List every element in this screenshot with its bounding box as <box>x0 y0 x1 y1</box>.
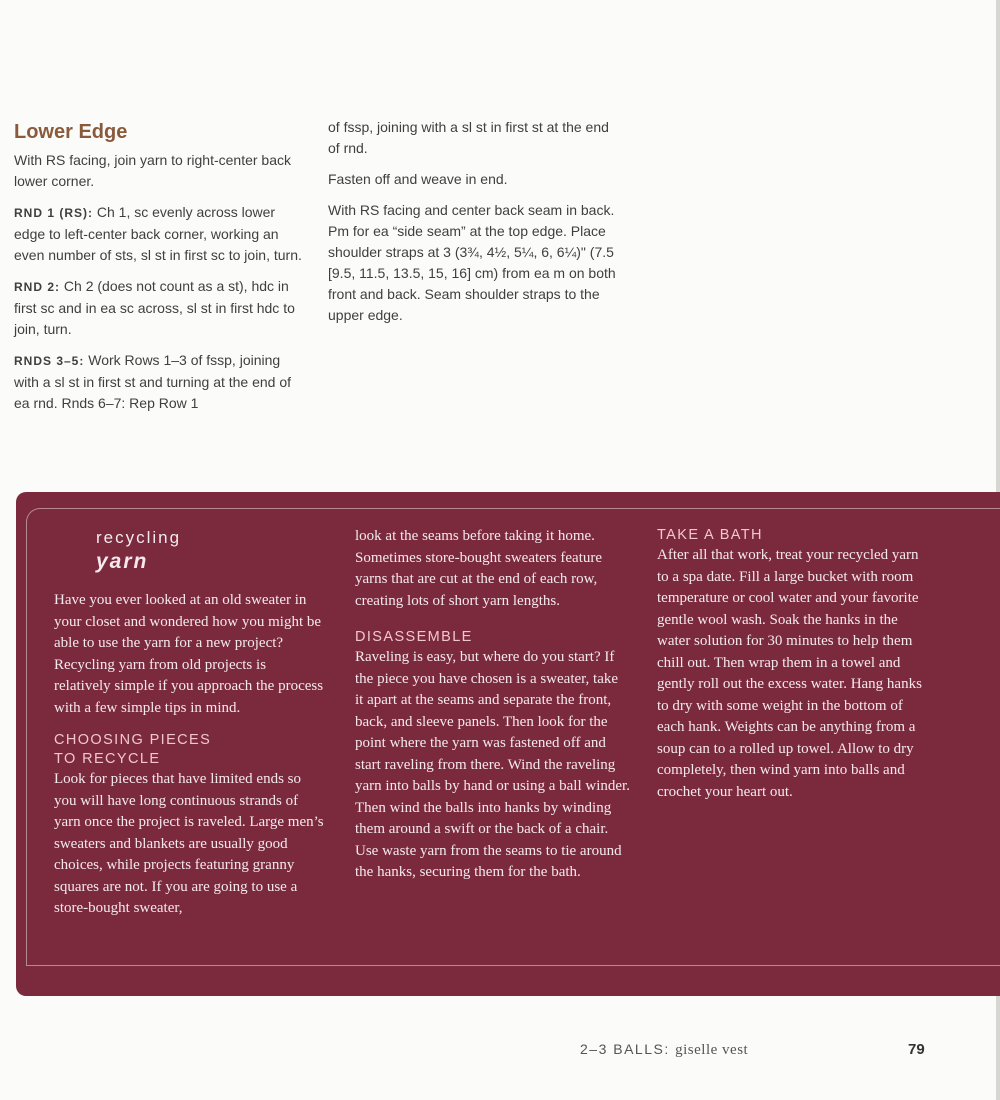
pattern-column-left <box>14 118 304 424</box>
sidebar-title <box>96 526 324 574</box>
middle-paragraph-1: of fssp, joining with a sl st in first st at the end of rnd. <box>328 119 609 156</box>
round-2-instruction <box>14 276 304 340</box>
disassemble-heading: DISASSEMBLE <box>355 629 473 645</box>
pattern-column-middle <box>328 117 618 336</box>
round-2-text: Ch 2 (does not count as a st), hdc in first sc and in ea sc across, sl st in first hdc to join, turn. <box>14 278 295 337</box>
middle-paragraph-2: Fasten off and weave in end. <box>328 171 508 187</box>
choosing-heading-line-1: CHOOSING PIECES <box>54 732 212 748</box>
footer-pattern-name: giselle vest <box>675 1042 749 1058</box>
sidebar-col2-continuation: look at the seams before taking it home. Sometimes store-bought sweaters feature yarns that are cut at the end of each row, creating lots of short yarn lengths. <box>355 528 603 609</box>
sidebar-title-line-1: recycling <box>96 528 182 547</box>
rounds-3-5-instruction <box>14 350 304 414</box>
round-1-instruction <box>14 202 304 266</box>
page-number: 79 <box>908 1041 925 1058</box>
sidebar-column-1 <box>54 526 324 920</box>
sidebar-intro: Have you ever looked at an old sweater in your closet and wondered how you might be able to use the yarn for a new project? Recycling yarn from old projects is relatively simple if you approach the process with a few simple tips in mind. <box>54 592 324 716</box>
middle-paragraph-3: With RS facing and center back seam in back. Pm for ea “side seam” at the top edge. Place shoulder straps at 3 (3¾, 4½, 5¼, 6, 6¼)" (7.5 [9.5, 11.5, 13.5, 15, 16] cm) from ea m on both front and back. Seam shoulder straps to the upper edge. <box>328 202 616 323</box>
lower-edge-intro: With RS facing, join yarn to right-center back lower corner. <box>14 152 292 189</box>
choosing-text: Look for pieces that have limited ends so you will have long continuous strands of yarn once the project is raveled. Large men’s sweaters and blankets are usually good choices, while projects featuring granny squares are not. If you are going to use a store-bought sweater, <box>54 771 324 916</box>
footer-section: 2–3 BALLS: <box>580 1041 670 1057</box>
sidebar-title-line-2: yarn <box>96 550 149 573</box>
bath-heading: TAKE A BATH <box>657 527 763 543</box>
rounds-3-5-label: RNDS 3–5: <box>14 354 85 368</box>
running-footer <box>580 1041 748 1061</box>
round-1-label: RND 1 (RS): <box>14 206 93 220</box>
disassemble-text: Raveling is easy, but where do you start? If the piece you have chosen is a sweater, take it apart at the seams and separate the front, back, and sleeve panels. Then look for the point where the yarn was fastened off and start raveling from there. Wind the raveling yarn into balls by hand or using a ball winder. Then wind the balls into hanks by winding them around a swift or the back of a chair. Use waste yarn from the seams to tie around the hanks, securing them for the bath. <box>355 649 630 880</box>
sidebar-column-3 <box>657 526 932 803</box>
section-heading-lower-edge: Lower Edge <box>14 121 128 143</box>
bath-text: After all that work, treat your recycled yarn to a spa date. Fill a large bucket with room temperature or cool water and your favorite gentle wool wash. Soak the hanks in the water solution for 30 minutes to help them chill out. Then wrap them in a towel and gently roll out the excess water. Hang hanks to dry with some weight in the bottom of each hank. Weights can be anything from a soup can to a rolled up towel. Allow to dry completely, then wind yarn into balls and crochet your heart out. <box>657 547 922 800</box>
round-2-label: RND 2: <box>14 280 61 294</box>
round-1-text: Ch 1, sc evenly across lower edge to left-center back corner, working an even number of sts, sl st in first sc to join, turn. <box>14 204 302 263</box>
rounds-3-5-text: Work Rows 1–3 of fssp, joining with a sl st in first st and turning at the end of ea rnd. Rnds 6–7: Rep Row 1 <box>14 352 292 411</box>
choosing-heading-line-2: TO RECYCLE <box>54 751 161 767</box>
sidebar-column-2 <box>355 526 630 884</box>
